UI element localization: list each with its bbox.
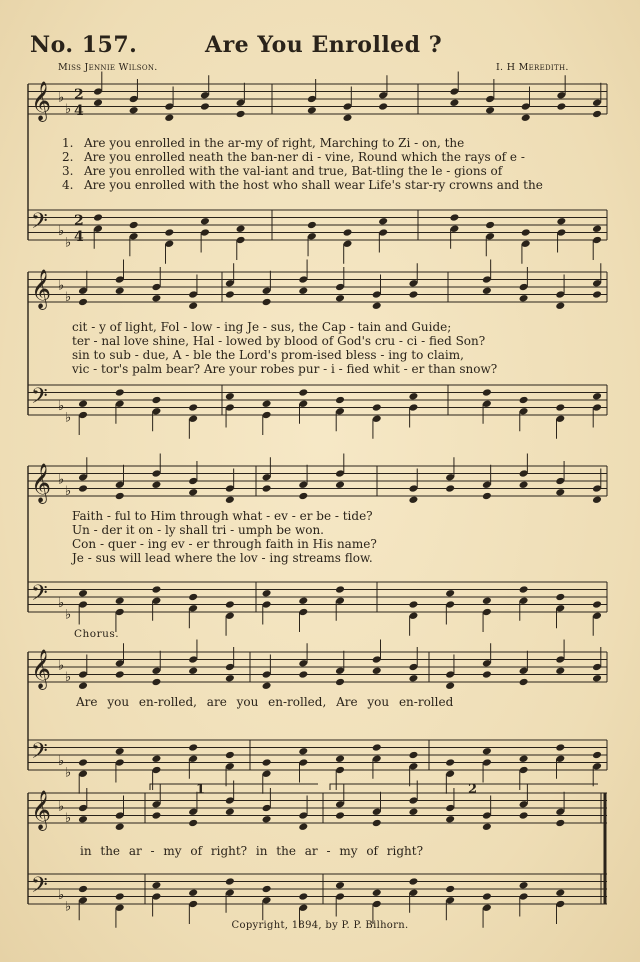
note-head [298,492,308,501]
chorus-lyric-line: in the ar - my of right? in the ar - my of right? [80,844,424,858]
note-head [482,822,492,831]
note-head [449,98,459,107]
bass-clef-icon: 𝄢 [31,581,48,611]
note-head [262,399,272,408]
note-head [555,819,565,828]
note-head [592,600,602,609]
lyricist-credit: Miss Jennie Wilson. [58,62,158,73]
note-head [151,294,161,303]
note-head [592,290,602,299]
verse-number: 1. [62,136,74,150]
note-head [445,815,455,824]
time-signature-bottom: 4 [74,103,84,119]
note-head [445,484,455,493]
second-ending-bracket [330,784,598,790]
note-head [335,881,345,890]
lyric-line: Are you enrolled with the host who shall wear Life's star-ry crowns and the [84,178,543,192]
note-head [592,751,602,760]
note-head [372,403,382,412]
note-head [592,392,602,401]
note-head [482,492,492,501]
note-head [200,217,210,226]
note-head [78,758,88,767]
flat-icon: ♭ [58,596,65,611]
note-head [482,596,492,605]
note-head [115,388,125,397]
note-head [555,888,565,897]
verse-number: 4. [62,178,74,192]
note-head [519,585,529,594]
note-head [307,221,317,230]
note-head [445,758,455,767]
note-head [298,822,308,831]
flat-icon: ♭ [65,101,72,117]
note-head [115,670,125,679]
note-head [115,747,125,756]
flat-icon: ♭ [65,669,72,685]
lyric-line: Con - quer - ing ev - er through faith in His name? [72,537,377,551]
note-head [592,674,602,683]
note-head [93,98,103,107]
note-head [408,600,418,609]
lyric-line: sin to sub - due, A - ble the Lord's prom-ised bless - ing to claim, [72,348,464,362]
note-head [592,110,602,119]
note-head [335,294,345,303]
flat-icon: ♭ [58,90,65,106]
note-head [298,892,308,901]
note-head [188,301,198,310]
note-head [519,754,529,763]
note-head [482,747,492,756]
note-head [343,228,353,237]
flat-icon: ♭ [58,658,65,674]
note-head [188,593,198,602]
note-head [408,290,418,299]
flat-icon: ♭ [58,472,65,488]
flat-icon: ♭ [58,278,65,294]
note-head [555,301,565,310]
note-head [188,488,198,497]
note-head [482,892,492,901]
note-head [408,877,418,886]
note-head [164,113,174,122]
flat-icon: ♭ [65,607,72,623]
note-head [485,221,495,230]
note-head [262,815,272,824]
note-head [115,596,125,605]
note-head [93,213,103,222]
flat-icon: ♭ [58,888,65,903]
flat-icon: ♭ [58,754,65,769]
note-head [335,480,345,489]
note-head [262,885,272,894]
note-head [307,106,317,115]
verse-number: 2. [62,150,74,164]
composer-credit: I. H Meredith. [496,62,569,73]
note-head [78,589,88,598]
note-head [236,224,246,233]
lyric-line: cit - y of light, Fol - low - ing Je - sus, the Cap - tain and Guide; [72,320,452,334]
note-head [188,666,198,675]
flat-icon: ♭ [65,765,72,781]
verse-number: 3. [62,164,74,178]
lyric-line: Are you enrolled neath the ban-ner di - vine, Round which the rays of e - [84,150,525,164]
note-head [115,286,125,295]
note-head [78,681,88,690]
note-head [225,600,235,609]
note-head [408,674,418,683]
note-head [78,399,88,408]
treble-clef-icon: 𝄞 [31,649,52,689]
note-head [482,286,492,295]
note-head [555,403,565,412]
note-head [343,113,353,122]
note-head [335,396,345,405]
note-head [298,747,308,756]
second-ending-number: 2 [468,782,478,797]
lyric-line: vic - tor's palm bear? Are your robes pur - i - fied whit - er than snow? [72,362,498,376]
note-head [225,674,235,683]
bass-clef-icon: 𝄢 [31,739,48,769]
note-head [555,666,565,675]
note-head [115,822,125,831]
time-signature-top: 2 [74,213,84,229]
note-head [298,286,308,295]
note-head [262,758,272,767]
note-head [151,585,161,594]
note-head [78,815,88,824]
note-head [521,113,531,122]
note-head [115,492,125,501]
note-head [521,228,531,237]
note-head [372,301,382,310]
flat-icon: ♭ [65,235,72,251]
lyric-line: Faith - ful to Him through what - ev - er be - tide? [72,509,373,523]
note-head [225,807,235,816]
note-head [151,811,161,820]
note-head [555,488,565,497]
flat-icon: ♭ [65,810,72,826]
hymn-number: No. 157. [30,32,138,58]
note-head [298,596,308,605]
note-head [262,484,272,493]
note-head [188,743,198,752]
note-head [445,885,455,894]
treble-clef-icon: 𝄞 [31,463,52,503]
note-head [225,290,235,299]
note-head [408,807,418,816]
note-head [485,106,495,115]
note-head [378,102,388,111]
note-head [236,110,246,119]
note-head [151,678,161,687]
note-head [449,213,459,222]
note-head [225,392,235,401]
note-head [335,754,345,763]
treble-clef-icon: 𝄞 [31,269,52,309]
note-head [519,396,529,405]
note-head [225,877,235,886]
note-head [408,751,418,760]
flat-icon: ♭ [65,289,72,305]
note-head [298,670,308,679]
copyright-notice: Copyright, 1894, by P. P. Bilhorn. [231,920,409,931]
note-head [555,743,565,752]
note-head [408,392,418,401]
chorus-lyric-line: Are you en-rolled, are you en-rolled, Are you en-rolled [76,695,454,709]
lyric-line: ter - nal love shine, Hal - lowed by blood of God's cru - ci - fied Son? [72,334,486,348]
flat-icon: ♭ [65,410,72,426]
lyric-line: Un - der it on - ly shall tri - umph be won. [72,523,324,537]
lyric-line: Je - sus will lead where the lov - ing streams flow. [72,551,373,565]
note-head [225,751,235,760]
note-head [519,480,529,489]
note-head [335,585,345,594]
note-head [372,888,382,897]
note-head [372,819,382,828]
note-head [200,102,210,111]
note-head [335,678,345,687]
note-head [592,495,602,504]
note-head [482,670,492,679]
note-head [164,228,174,237]
flat-icon: ♭ [65,899,72,915]
note-head [592,224,602,233]
note-head [188,403,198,412]
lyric-line: Are you enrolled with the val-iant and true, Bat-tling the le - gions of [84,164,503,178]
note-head [298,388,308,397]
note-head [519,881,529,890]
note-head [482,388,492,397]
lyric-line: Are you enrolled in the ar-my of right, Marching to Zi - on, the [84,136,465,150]
note-head [225,495,235,504]
note-head [378,217,388,226]
note-head [445,589,455,598]
bass-clef-icon: 𝄢 [31,209,48,239]
note-head [519,294,529,303]
note-head [151,881,161,890]
note-head [372,743,382,752]
first-ending-number: 1 [196,782,206,797]
note-head [372,666,382,675]
note-head [78,298,88,307]
hymn-title: Are You Enrolled ? [205,32,443,58]
note-head [151,396,161,405]
note-head [556,217,566,226]
flat-icon: ♭ [58,399,65,414]
flat-icon: ♭ [58,799,65,815]
note-head [519,811,529,820]
note-head [556,102,566,111]
note-head [262,589,272,598]
time-signature-bottom: 4 [74,229,84,245]
note-head [151,754,161,763]
note-head [519,678,529,687]
flat-icon: ♭ [58,224,65,239]
bass-clef-icon: 𝄢 [31,384,48,414]
note-head [408,495,418,504]
note-head [151,480,161,489]
note-head [129,221,139,230]
note-head [335,811,345,820]
note-head [188,888,198,897]
note-head [445,681,455,690]
treble-clef-icon: 𝄞 [31,81,52,121]
note-head [78,484,88,493]
chorus-label: Chorus. [74,628,120,640]
note-head [262,681,272,690]
note-head [115,892,125,901]
note-head [262,298,272,307]
note-head [78,885,88,894]
flat-icon: ♭ [65,483,72,499]
time-signature-top: 2 [74,87,84,103]
bass-clef-icon: 𝄢 [31,873,48,903]
note-head [188,819,198,828]
note-head [555,593,565,602]
note-head [129,106,139,115]
treble-clef-icon: 𝄞 [31,790,52,830]
